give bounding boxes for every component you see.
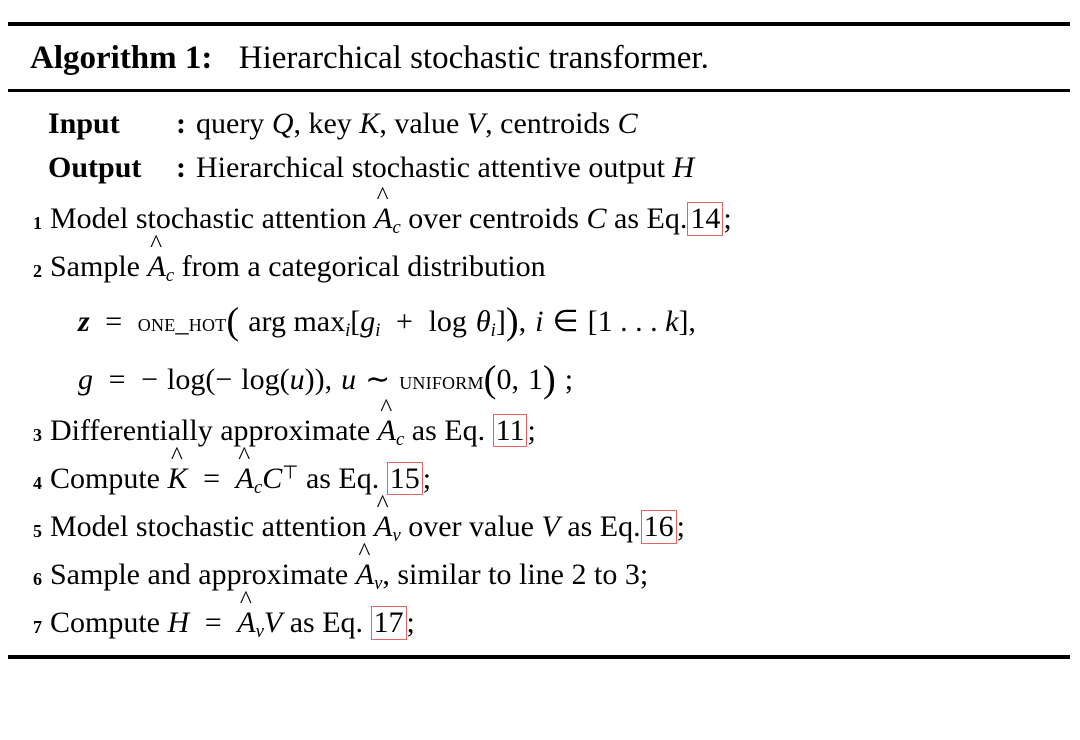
step-number: 2	[33, 261, 42, 282]
symbol-h: H	[672, 150, 695, 184]
step-text-mid: over centroids	[400, 202, 587, 236]
semicolon: ;	[527, 413, 536, 447]
algorithm-step	[8, 584, 1070, 647]
step-text-pre: Model stochastic attention	[50, 510, 375, 543]
output-label: Output	[48, 150, 142, 184]
input-value	[196, 102, 638, 146]
symbol-v: V	[541, 510, 560, 543]
algorithm-step	[8, 229, 1070, 291]
symbol-z: z	[78, 305, 90, 339]
input-part-query: query	[196, 107, 272, 141]
eq-ref-box[interactable]: 11	[493, 414, 528, 448]
symbol-a-hat-c: ^ A	[377, 392, 396, 447]
input-label: Input	[48, 107, 120, 141]
semicolon: ;	[723, 202, 732, 236]
symbol-a-hat-v: ^ A	[237, 584, 256, 640]
symbol-c: C	[586, 202, 607, 236]
step-text-pre: Compute	[50, 606, 168, 640]
step-text-pre: Model stochastic attention	[50, 202, 375, 236]
algorithm-step-continuation	[8, 291, 1070, 349]
eq-ref-box[interactable]: 15	[387, 462, 423, 496]
algorithm-label: Algorithm 1:	[30, 40, 213, 76]
eq-ref-box[interactable]: 14	[687, 202, 723, 236]
output-text: Hierarchical stochastic attentive output	[196, 150, 673, 184]
algorithm-step	[8, 392, 1070, 455]
uniform-fn: uniform	[399, 365, 484, 396]
step-number: 5	[33, 521, 42, 541]
step-body: Sample and approximate ^ $A_v$, similar to line 2 to 3;	[50, 552, 1070, 598]
input-part-centroids: , centroids	[485, 107, 618, 141]
output-value	[196, 146, 694, 190]
symbol-k-hat: ^ K	[167, 440, 188, 495]
step-body: Compute ^ K = ^ $A_cC^⊤$ as Eq. 15 ;	[50, 456, 1070, 502]
step-number: 4	[33, 472, 42, 493]
symbol-v: V	[466, 107, 486, 141]
input-part-value: , value	[379, 107, 467, 141]
symbol-a-hat-c: ^ A	[147, 229, 166, 284]
step-number: 7	[33, 617, 42, 638]
step-text-pre: Compute	[50, 461, 168, 495]
step-text-pre: Sample and approximate	[50, 558, 356, 592]
step-body: Compute H = ^ $A_vV$ as Eq. 17 ;	[50, 600, 1070, 646]
step-text-post: from a categorical distribution	[174, 250, 546, 284]
eq-ref-box[interactable]: 16	[641, 510, 677, 544]
algorithm-step	[8, 181, 1070, 243]
symbol-k: K	[359, 107, 380, 141]
algorithm-step	[8, 440, 1070, 503]
step-body: Sample ^ $A_c$ from a categorical distribution	[50, 244, 1070, 290]
algorithm-io	[8, 92, 1070, 193]
step-number: 6	[33, 569, 42, 590]
algorithm-input-row	[48, 102, 1070, 146]
step-math-line-2: g = − log(− log(u)), u ∼ uniform(0, 1) ;	[78, 358, 574, 401]
symbol-h: H	[167, 606, 190, 640]
step-text-pre: Sample	[50, 250, 148, 284]
algorithm-step	[8, 536, 1070, 599]
algorithm-step	[8, 488, 1070, 551]
one-hot-fn: one_hot	[137, 307, 227, 338]
symbol-a-hat-c: ^ A	[235, 440, 254, 495]
semicolon: ;	[406, 606, 415, 640]
symbol-a-hat-v: ^ A	[355, 536, 375, 592]
step-math-line-1: z = one_hot( arg $\max_i[g_i + \log \theta_i]$), i ∈ [1 . . . k],	[78, 300, 696, 343]
semicolon: ;	[676, 510, 685, 543]
step-number: 1	[33, 213, 42, 234]
step-text-post: as Eq.	[559, 510, 641, 543]
symbol-q: Q	[271, 107, 294, 141]
algorithm-title	[8, 26, 1070, 92]
step-body: Model stochastic attention ^ $A_c$ over centroids C as Eq. 14 ;	[50, 196, 1070, 242]
input-part-key: , key	[293, 107, 360, 141]
algorithm-step-continuation	[8, 349, 1070, 407]
output-colon: :	[176, 150, 186, 184]
symbol-a-hat-v: ^ A	[374, 488, 393, 543]
step-text-post: , similar to line 2 to 3;	[382, 558, 649, 592]
algorithm-output-row	[48, 146, 1070, 190]
symbol-v: V	[263, 606, 283, 640]
step-number: 3	[33, 424, 42, 445]
algorithm-block	[8, 22, 1070, 659]
algorithm-steps	[8, 181, 1070, 655]
step-text-post: as Eq.	[606, 202, 688, 236]
input-colon: :	[176, 107, 186, 141]
step-text-post: as Eq.	[298, 461, 387, 495]
symbol-c: C	[617, 107, 638, 141]
symbol-a-hat-c: ^ A	[374, 181, 393, 236]
step-text-mid: over value	[400, 510, 542, 543]
step-body: Model stochastic attention ^ $A_v$ over value V as Eq. 16 ;	[50, 504, 1070, 550]
step-body: Differentially approximate ^ $A_c$ as Eq. 11 ;	[50, 408, 1070, 454]
eq-ref-box[interactable]: 17	[371, 606, 407, 640]
semicolon: ;	[422, 461, 432, 495]
algorithm-caption: Hierarchical stochastic transformer.	[238, 40, 709, 76]
step-text-post: as Eq.	[282, 606, 371, 640]
step-text-pre: Differentially approximate	[50, 413, 378, 447]
step-text-post: as Eq.	[404, 413, 493, 447]
